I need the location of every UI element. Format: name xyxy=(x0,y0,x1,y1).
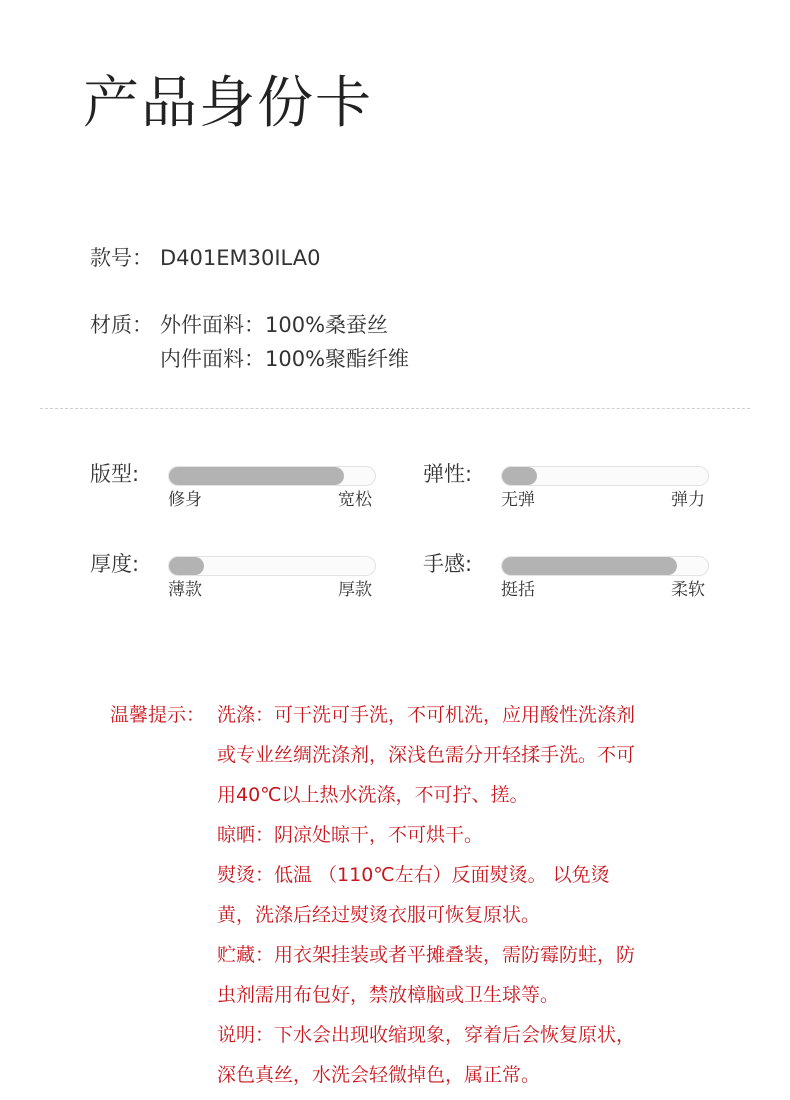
tips-label: 温馨提示： xyxy=(110,704,206,726)
material-label: 材质： xyxy=(90,313,153,337)
metric-track xyxy=(501,466,709,486)
tip-line: 或专业丝绸洗涤剂，深浅色需分开轻揉手洗。不可 xyxy=(217,744,636,766)
tip-line: 黄，洗涤后经过熨烫衣服可恢复原状。 xyxy=(217,904,541,926)
tip-line: 贮藏：用衣架挂装或者平摊叠装，需防霉防蛀，防 xyxy=(217,944,636,966)
metric-label: 版型: xyxy=(90,462,140,486)
metric-fill xyxy=(169,467,344,485)
metric-elasticity xyxy=(423,463,713,513)
metric-hand-feel xyxy=(423,553,713,603)
metric-track xyxy=(168,556,376,576)
material-row xyxy=(90,308,389,342)
metric-low-label: 无弹 xyxy=(501,490,535,510)
style-number-row xyxy=(90,241,321,275)
material-inner: 内件面料：100%聚酯纤维 xyxy=(160,347,410,371)
page-title: 产品身份卡 xyxy=(83,71,373,136)
material-outer: 外件面料：100%桑蚕丝 xyxy=(160,313,389,337)
care-tips xyxy=(217,700,697,1100)
metric-fill xyxy=(502,557,677,575)
metric-label: 弹性: xyxy=(423,462,473,486)
tip-line: 说明：下水会出现收缩现象，穿着后会恢复原状， xyxy=(217,1024,636,1046)
metric-high-label: 弹力 xyxy=(671,490,705,510)
metric-thickness xyxy=(90,553,380,603)
tip-line: 晾晒：阴凉处晾干，不可烘干。 xyxy=(217,824,484,846)
metric-fill xyxy=(502,467,537,485)
metric-high-label: 柔软 xyxy=(671,580,705,600)
style-number-label: 款号： xyxy=(90,246,153,270)
tip-line: 深色真丝，水洗会轻微掉色，属正常。 xyxy=(217,1064,541,1086)
metric-label: 厚度: xyxy=(90,552,140,576)
tip-line: 熨烫：低温 （110℃左右）反面熨烫。 以免烫 xyxy=(217,864,610,886)
style-number-value: D401EM30ILA0 xyxy=(160,246,321,270)
metric-fit xyxy=(90,463,380,513)
metric-high-label: 厚款 xyxy=(338,580,372,600)
metric-track xyxy=(501,556,709,576)
metric-low-label: 修身 xyxy=(168,490,202,510)
tip-line: 虫剂需用布包好，禁放樟脑或卫生球等。 xyxy=(217,984,560,1006)
metric-label: 手感: xyxy=(423,552,473,576)
tip-line: 洗涤：可干洗可手洗，不可机洗，应用酸性洗涤剂 xyxy=(217,704,636,726)
metric-low-label: 挺括 xyxy=(501,580,535,600)
metric-track xyxy=(168,466,376,486)
metric-low-label: 薄款 xyxy=(168,580,202,600)
metric-high-label: 宽松 xyxy=(338,490,372,510)
dashed-divider xyxy=(40,408,750,409)
metric-fill xyxy=(169,557,204,575)
tip-line: 用40℃以上热水洗涤，不可拧、搓。 xyxy=(217,784,529,806)
